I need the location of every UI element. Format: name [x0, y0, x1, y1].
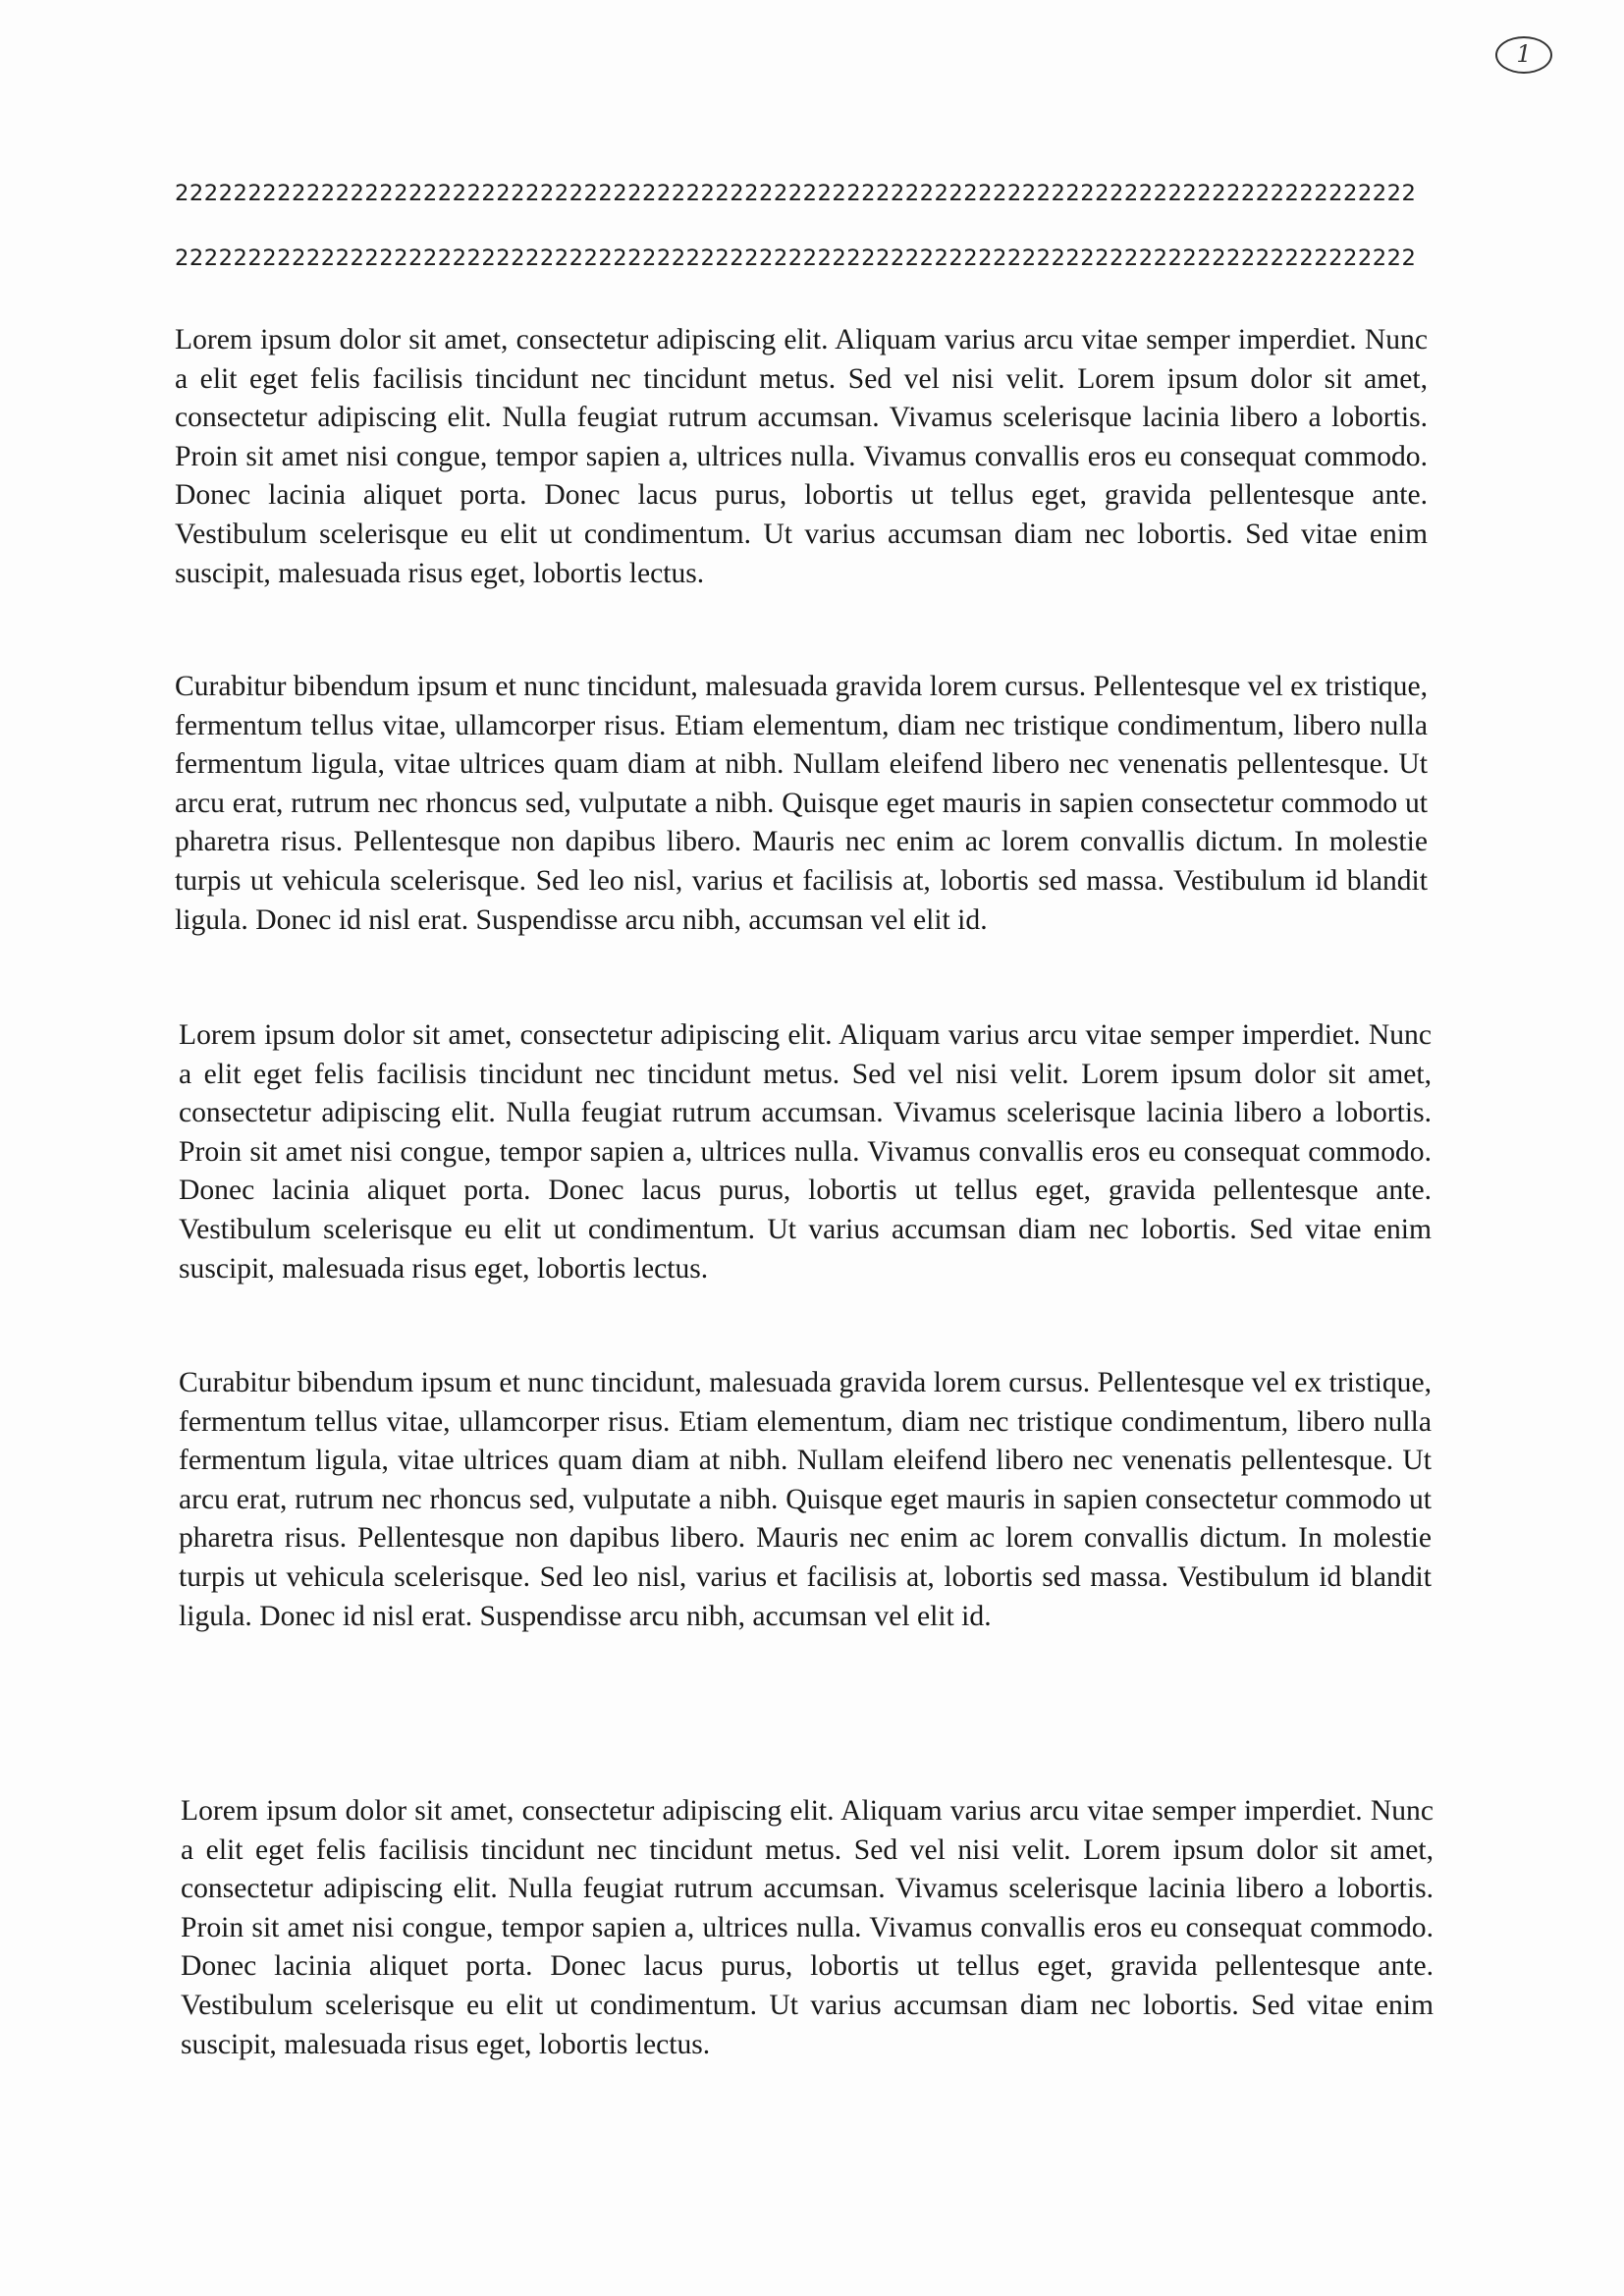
paragraph-4: Curabitur bibendum ipsum et nunc tincidunt, malesuada gravida lorem cursus. Pellentesque vel ex tristique, fermentum tellus vitae, ullamcorper risus. Etiam elementum, diam nec tristique condimentum, libero nulla fermentum ligula, vitae ultrices quam diam at nibh. Nullam eleifend libero nec venenatis pellentesque. Ut arcu erat, rutrum nec rhoncus sed, vulputate a nibh. Quisque eget mauris in sapien consectetur commodo ut pharetra risus. Pellentesque non dapibus libero. Mauris nec enim ac lorem convallis dictum. In molestie turpis ut vehicula scelerisque. Sed leo nisl, varius et facilisis at, lobortis sed massa. Vestibulum id blandit ligula. Donec id nisl erat. Suspendisse arcu nibh, accumsan vel elit id. — [179, 1367, 1432, 1632]
header-digit-line-2: 2222222222222222222222222222222222222222222222222222222222222222222222222222222222222 — [175, 246, 1417, 271]
paragraph-2: Curabitur bibendum ipsum et nunc tincidunt, malesuada gravida lorem cursus. Pellentesque vel ex tristique, fermentum tellus vitae, ullamcorper risus. Etiam elementum, diam nec tristique condimentum, libero nulla fermentum ligula, vitae ultrices quam diam at nibh. Nullam eleifend libero nec venenatis pellentesque. Ut arcu erat, rutrum nec rhoncus sed, vulputate a nibh. Quisque eget mauris in sapien consectetur commodo ut pharetra risus. Pellentesque non dapibus libero. Mauris nec enim ac lorem convallis dictum. In molestie turpis ut vehicula scelerisque. Sed leo nisl, varius et facilisis at, lobortis sed massa. Vestibulum id blandit ligula. Donec id nisl erat. Suspendisse arcu nibh, accumsan vel elit id. — [175, 671, 1428, 936]
page-number-circled: 1 — [1495, 36, 1552, 74]
paragraph-1: Lorem ipsum dolor sit amet, consectetur adipiscing elit. Aliquam varius arcu vitae semper imperdiet. Nunc a elit eget felis facilisis tincidunt nec tincidunt metus. Sed vel nisi velit. Lorem ipsum dolor sit amet, consectetur adipiscing elit. Nulla feugiat rutrum accumsan. Vivamus scelerisque lacinia libero a lobortis. Proin sit amet nisi congue, tempor sapien a, ultrices nulla. Vivamus convallis eros eu consequat commodo. Donec lacinia aliquet porta. Donec lacus purus, lobortis ut tellus eget, gravida pellentesque ante. Vestibulum scelerisque eu elit ut condimentum. Ut varius accumsan diam nec lobortis. Sed vitae enim suscipit, malesuada risus eget, lobortis lectus. — [175, 324, 1428, 589]
header-digit-line-1: 2222222222222222222222222222222222222222222222222222222222222222222222222222222222222 — [175, 181, 1417, 206]
paragraph-5: Lorem ipsum dolor sit amet, consectetur adipiscing elit. Aliquam varius arcu vitae semper imperdiet. Nunc a elit eget felis facilisis tincidunt nec tincidunt metus. Sed vel nisi velit. Lorem ipsum dolor sit amet, consectetur adipiscing elit. Nulla feugiat rutrum accumsan. Vivamus scelerisque lacinia libero a lobortis. Proin sit amet nisi congue, tempor sapien a, ultrices nulla. Vivamus convallis eros eu consequat commodo. Donec lacinia aliquet porta. Donec lacus purus, lobortis ut tellus eget, gravida pellentesque ante. Vestibulum scelerisque eu elit ut condimentum. Ut varius accumsan diam nec lobortis. Sed vitae enim suscipit, malesuada risus eget, lobortis lectus. — [181, 1795, 1434, 2060]
paragraph-3: Lorem ipsum dolor sit amet, consectetur adipiscing elit. Aliquam varius arcu vitae semper imperdiet. Nunc a elit eget felis facilisis tincidunt nec tincidunt metus. Sed vel nisi velit. Lorem ipsum dolor sit amet, consectetur adipiscing elit. Nulla feugiat rutrum accumsan. Vivamus scelerisque lacinia libero a lobortis. Proin sit amet nisi congue, tempor sapien a, ultrices nulla. Vivamus convallis eros eu consequat commodo. Donec lacinia aliquet porta. Donec lacus purus, lobortis ut tellus eget, gravida pellentesque ante. Vestibulum scelerisque eu elit ut condimentum. Ut varius accumsan diam nec lobortis. Sed vitae enim suscipit, malesuada risus eget, lobortis lectus. — [179, 1019, 1432, 1285]
